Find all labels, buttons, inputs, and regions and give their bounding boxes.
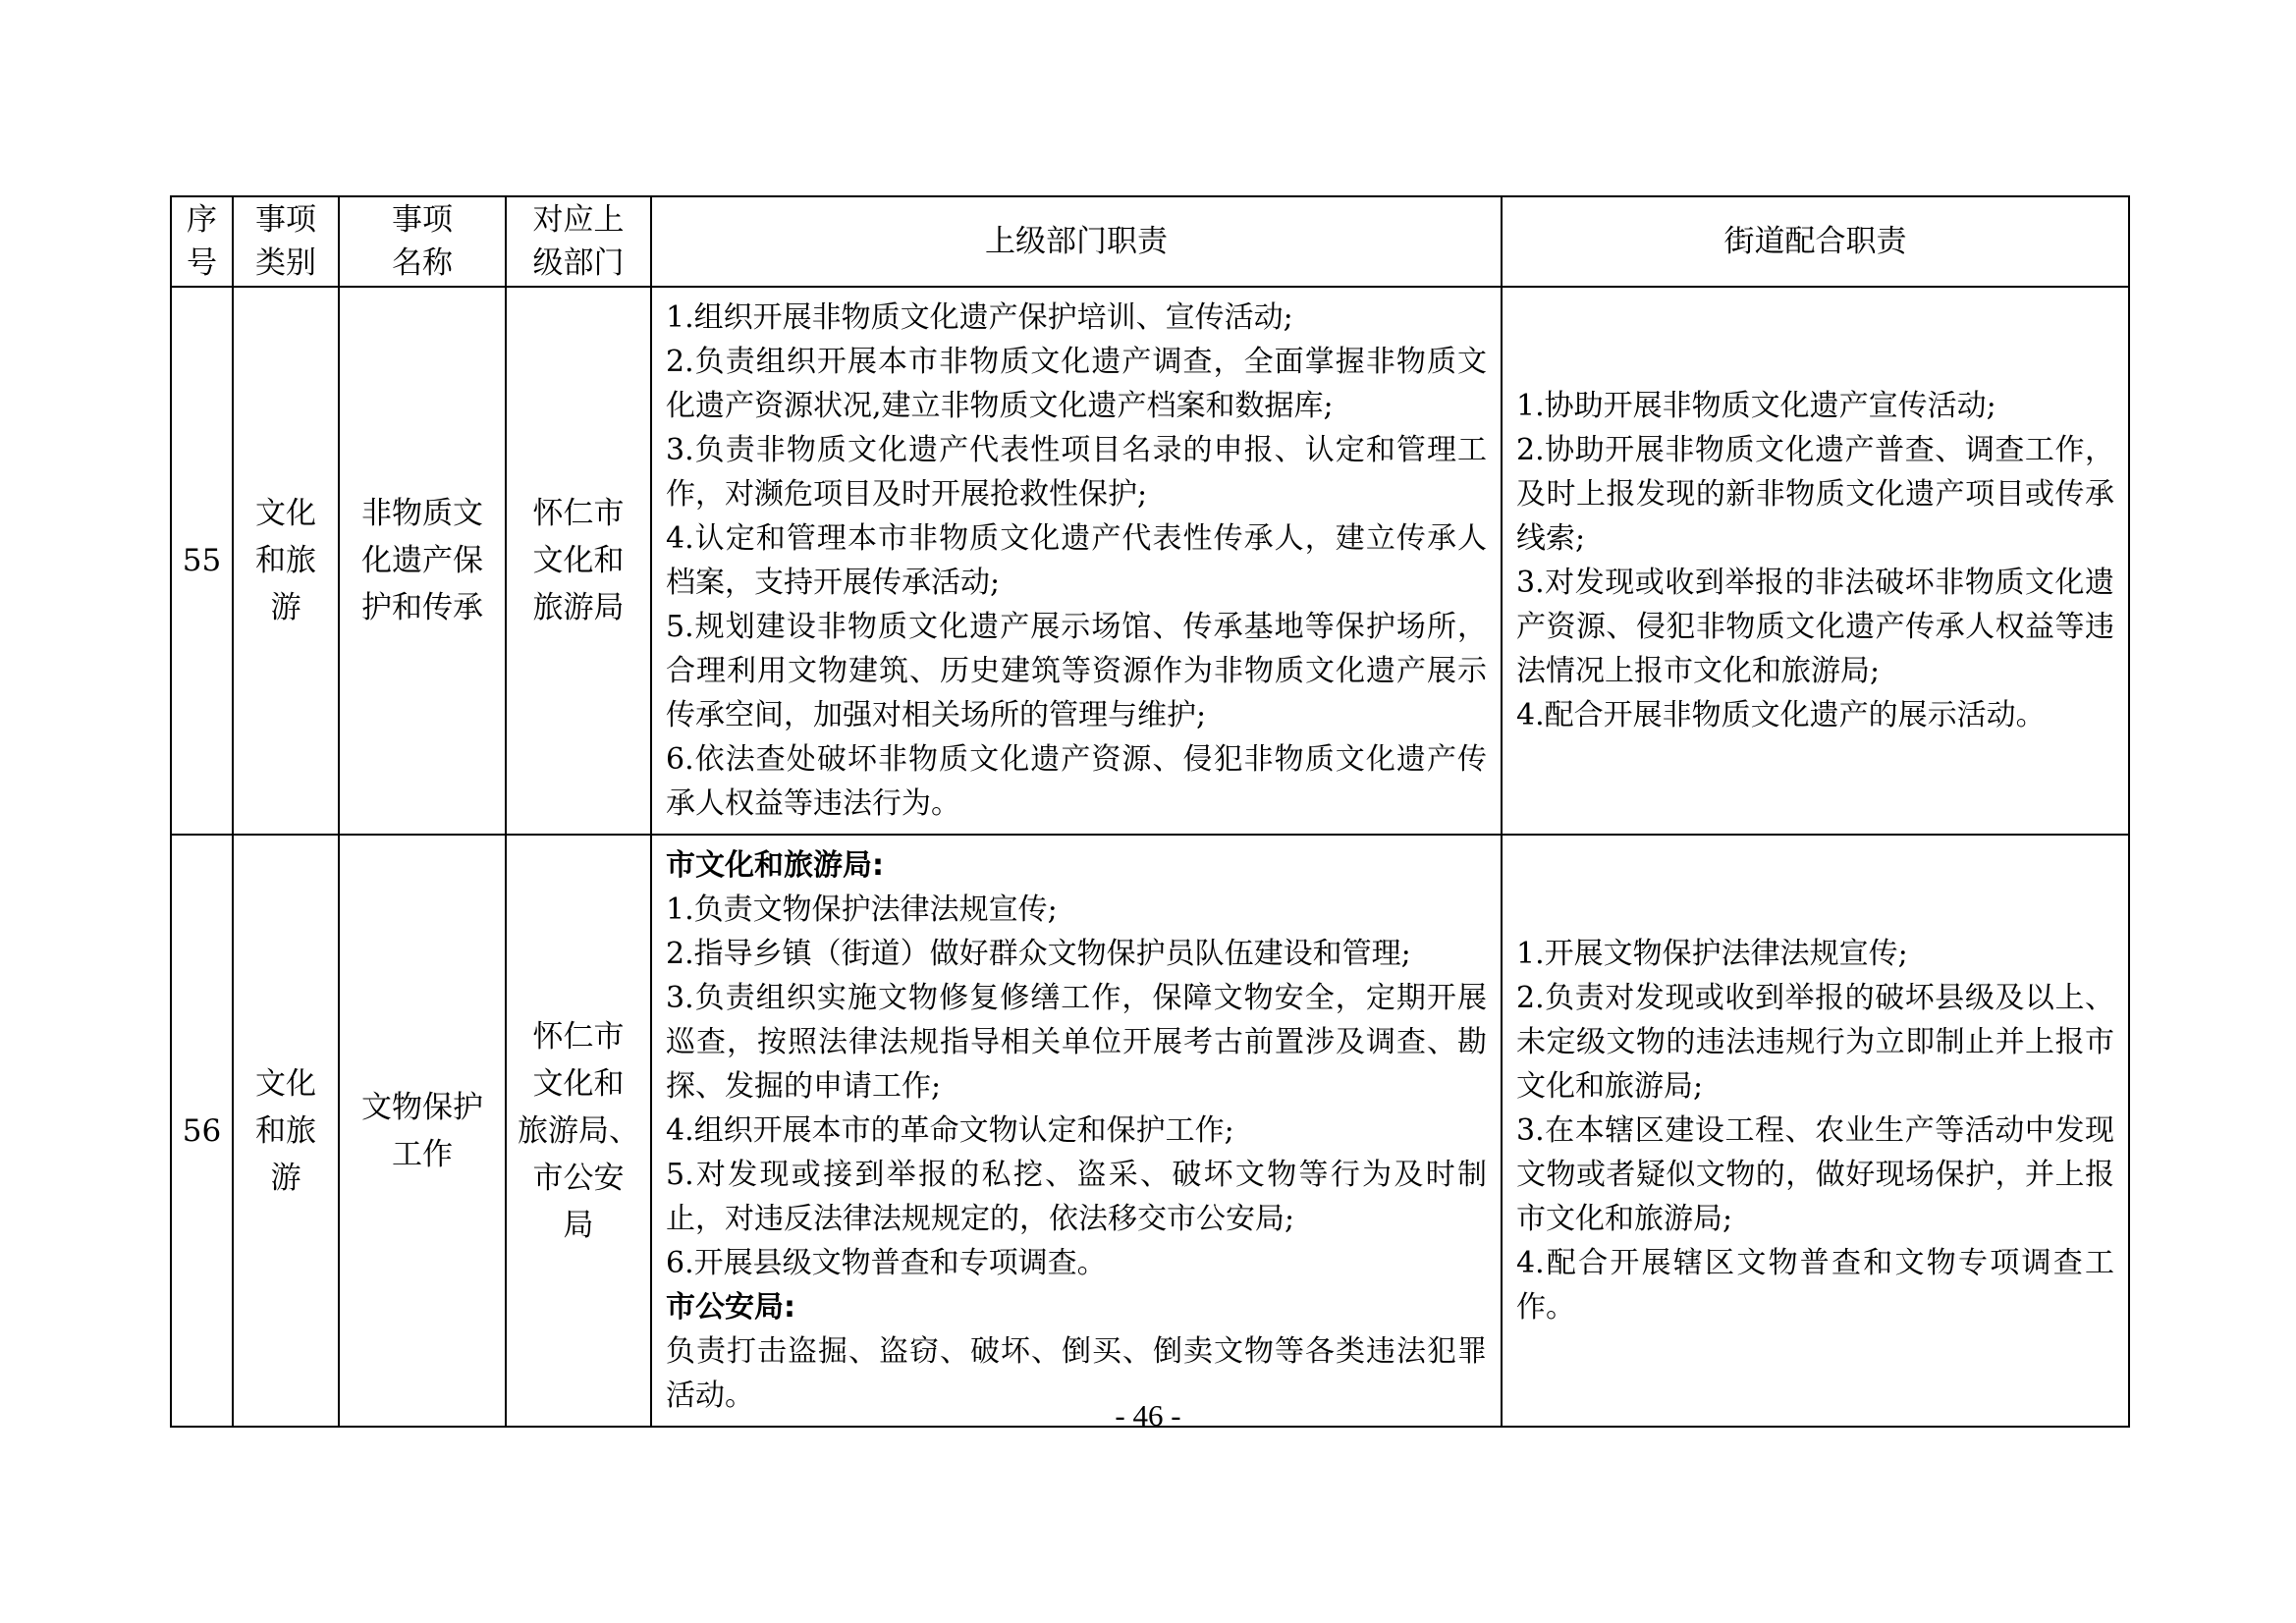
duty-item: 2.负责对发现或收到举报的破坏县级及以上、未定级文物的违法违规行为立即制止并上报市文化和旅游局; xyxy=(1516,981,2114,1104)
section-heading: 市文化和旅游局: xyxy=(666,848,884,883)
row-seq: 55 xyxy=(171,287,233,835)
duty-item: 1.组织开展非物质文化遗产保护培训、宣传活动; xyxy=(666,300,1293,335)
duty-item: 3.负责组织实施文物修复修缮工作，保障文物安全，定期开展巡查，按照法律法规指导相关单位开展考古前置涉及调查、勘探、发掘的申请工作; xyxy=(666,981,1487,1104)
duty-item: 2.协助开展非物质文化遗产普查、调查工作，及时上报发现的新非物质文化遗产项目或传承线索; xyxy=(1516,433,2114,556)
row-seq: 56 xyxy=(171,835,233,1427)
duty-item: 4.认定和管理本市非物质文化遗产代表性传承人，建立传承人档案，支持开展传承活动; xyxy=(666,521,1487,600)
page-number: - 46 - xyxy=(1115,1398,1181,1433)
duty-item: 1.协助开展非物质文化遗产宣传活动; xyxy=(1516,389,1996,423)
row-category: 文化 和旅 游 xyxy=(233,835,339,1427)
duty-item: 负责打击盗掘、盗窃、破坏、倒买、倒卖文物等各类违法犯罪活动。 xyxy=(666,1334,1487,1413)
row-item-name: 文物保护 工作 xyxy=(339,835,506,1427)
row-dept: 怀仁市 文化和 旅游局、 市公安 局 xyxy=(506,835,651,1427)
duty-item: 3.在本辖区建设工程、农业生产等活动中发现文物或者疑似文物的，做好现场保护，并上报市文化和旅游局; xyxy=(1516,1113,2114,1236)
duty-item: 1.负责文物保护法律法规宣传; xyxy=(666,893,1058,927)
section-heading: 市公安局: xyxy=(666,1290,795,1325)
header-upper-duties: 上级部门职责 xyxy=(651,196,1502,287)
duty-item: 3.负责非物质文化遗产代表性项目名录的申报、认定和管理工作，对濒危项目及时开展抢救性保护; xyxy=(666,433,1487,512)
header-dept: 对应上 级部门 xyxy=(506,196,651,287)
header-seq: 序 号 xyxy=(171,196,233,287)
duty-item: 6.依法查处破坏非物质文化遗产资源、侵犯非物质文化遗产传承人权益等违法行为。 xyxy=(666,742,1487,821)
responsibility-table xyxy=(170,195,2130,1428)
duty-item: 3.对发现或收到举报的非法破坏非物质文化遗产资源、侵犯非物质文化遗产传承人权益等违法情况上报市文化和旅游局; xyxy=(1516,566,2114,688)
table-row xyxy=(171,835,2129,1427)
header-row xyxy=(171,196,2129,287)
row-street-duties xyxy=(1502,835,2129,1427)
duty-item: 4.组织开展本市的革命文物认定和保护工作; xyxy=(666,1113,1234,1148)
duty-item: 2.指导乡镇（街道）做好群众文物保护员队伍建设和管理; xyxy=(666,937,1411,971)
duty-item: 6.开展县级文物普查和专项调查。 xyxy=(666,1246,1107,1280)
header-street-duties: 街道配合职责 xyxy=(1502,196,2129,287)
row-upper-duties xyxy=(651,835,1502,1427)
duty-item: 2.负责组织开展本市非物质文化遗产调查，全面掌握非物质文化遗产资源状况,建立非物质文化遗产档案和数据库; xyxy=(666,345,1487,423)
row-dept: 怀仁市 文化和 旅游局 xyxy=(506,287,651,835)
duty-item: 1.开展文物保护法律法规宣传; xyxy=(1516,937,1908,971)
row-item-name: 非物质文 化遗产保 护和传承 xyxy=(339,287,506,835)
duty-item: 4.配合开展辖区文物普查和文物专项调查工作。 xyxy=(1516,1246,2114,1325)
duty-item: 5.对发现或接到举报的私挖、盗采、破坏文物等行为及时制止，对违反法律法规规定的，依法移交市公安局; xyxy=(666,1158,1487,1236)
row-category: 文化 和旅 游 xyxy=(233,287,339,835)
duty-item: 4.配合开展非物质文化遗产的展示活动。 xyxy=(1516,698,2046,732)
header-name: 事项 名称 xyxy=(339,196,506,287)
duty-item: 5.规划建设非物质文化遗产展示场馆、传承基地等保护场所，合理利用文物建筑、历史建筑等资源作为非物质文化遗产展示传承空间，加强对相关场所的管理与维护; xyxy=(666,610,1487,732)
header-category: 事项 类别 xyxy=(233,196,339,287)
row-upper-duties xyxy=(651,287,1502,835)
table-row xyxy=(171,287,2129,835)
row-street-duties xyxy=(1502,287,2129,835)
